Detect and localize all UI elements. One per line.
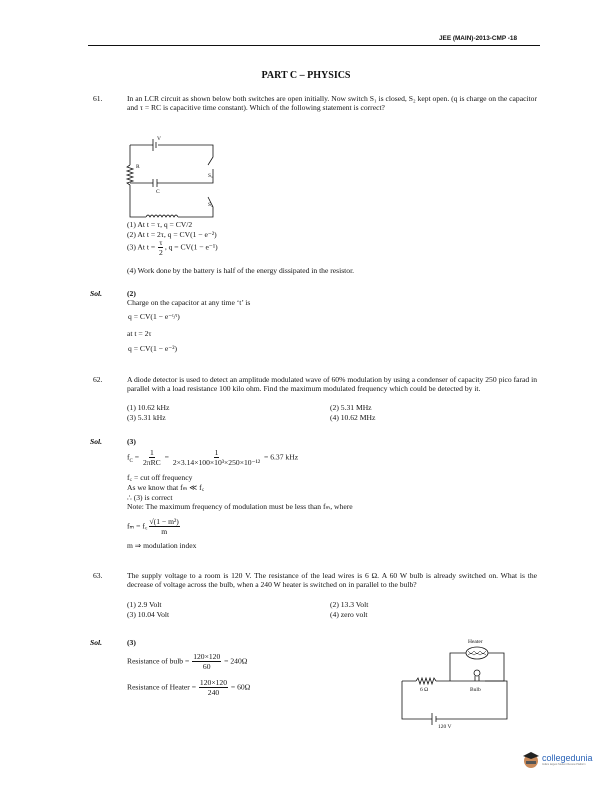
option-1: (1) 2.9 Volt [127, 600, 162, 609]
lhs: Resistance of Heater = [127, 682, 198, 692]
option-4: (4) Work done by the battery is half of the energy dissipated in the resistor. [127, 266, 355, 275]
label-r: R [136, 164, 140, 170]
solution-note: Note: The maximum frequency of modulation must be less than fₘ, where [127, 502, 353, 511]
numerator: 1 [149, 448, 154, 457]
question-number: 61. [93, 94, 103, 103]
fc-symbol: f [127, 452, 130, 462]
heater-resistance-equation [127, 678, 250, 697]
collegedunia-logo [522, 751, 593, 769]
fraction [172, 448, 261, 467]
solution-line: Charge on the capacitor at any time ‘t’ is [127, 298, 251, 307]
label-s1: S₁ [208, 173, 213, 179]
fraction [142, 448, 162, 467]
option-4: (4) 10.62 MHz [330, 413, 376, 422]
option-3: (3) 10.04 Volt [127, 610, 170, 619]
logo-tagline: India's largest Student Review Platform [542, 762, 586, 766]
option-2: (2) 13.3 Volt [330, 600, 369, 609]
option-1: (1) 10.62 kHz [127, 403, 170, 412]
denominator: 2×3.14×100×10³×250×10⁻¹² [172, 458, 261, 467]
numerator: 1 [214, 448, 219, 457]
option-3: (3) 5.31 kHz [127, 413, 166, 422]
solution-answer: (3) [127, 437, 136, 446]
option-2: (2) At t = 2τ, q = CV(1 − e⁻²) [127, 230, 217, 239]
question-number: 63. [93, 571, 103, 580]
fraction [192, 652, 221, 671]
heater-bulb-circuit-diagram [400, 635, 520, 730]
solution-line: As we know that fₘ ≪ f꜀ [127, 483, 205, 492]
numerator: √(1 − m²) [149, 517, 179, 526]
header-rule [88, 45, 540, 46]
solution-line: f꜀ = cut off frequency [127, 473, 193, 482]
lcr-circuit-diagram [118, 135, 228, 220]
option-3-suffix: , q = CV(1 − e⁻¹) [164, 242, 218, 252]
question-text: In an LCR circuit as shown below both switches are open initially. Now switch S₁ is closed, S₂ kept open. (q is charge on the capacitor and τ = RC is capacitive time constant). Which of the following statement is correct? [127, 94, 537, 113]
fm-lhs: fₘ = f꜀ [127, 521, 148, 531]
denominator: 2πRC [142, 458, 161, 467]
label-bulb: Bulb [470, 687, 481, 693]
denominator: 60 [202, 662, 211, 671]
denominator: m [161, 527, 168, 536]
question-text: The supply voltage to a room is 120 V. The resistance of the lead wires is 6 Ω. A 60 W bulb is already switched on. What is the decrease of voltage across the bulb, when a 240 W heater is switched on in parallel to the bulb? [127, 571, 537, 590]
cutoff-frequency-equation: $f_C$ = $\frac{1}{\text{2πRC}}$ = $\frac{1}{\text{2×3.14×100×10³×250×10⁻¹²}}$ = 6.37 kHz [127, 448, 299, 467]
label-v: V [157, 136, 161, 142]
lhs: Resistance of bulb = [127, 656, 192, 666]
label-c: C [156, 189, 160, 195]
label-voltage: 120 V [438, 724, 452, 730]
page-header-code: JEE (MAIN)-2013-CMP -18 [439, 35, 518, 42]
logo-name: collegedunia [542, 752, 593, 763]
option-3 [127, 238, 218, 257]
numerator: τ [159, 238, 163, 247]
solution-line: ∴ (3) is correct [127, 493, 173, 502]
numerator: 120×120 [199, 678, 227, 687]
solution-answer: (2) [127, 289, 136, 298]
graduate-mascot-icon [522, 751, 540, 769]
solution-equation: q = CV(1 − e⁻ᵗ/ᵗ) [128, 312, 180, 321]
solution-line: at t = 2τ [127, 329, 152, 338]
denominator: 2 [159, 248, 163, 257]
numerator: 120×120 [193, 652, 221, 661]
result: = 240Ω [222, 656, 248, 666]
solution-label: Sol. [90, 638, 103, 647]
label-resistor: 6 Ω [420, 687, 429, 693]
label-heater: Heater [468, 639, 483, 645]
solution-line: m ⇒ modulation index [127, 541, 197, 550]
bulb-resistance-equation [127, 652, 247, 671]
result: = 6.37 kHz [262, 452, 299, 462]
option-2: (2) 5.31 MHz [330, 403, 372, 412]
result: = 60Ω [229, 682, 251, 692]
solution-equation: q = CV(1 − e⁻²) [128, 344, 178, 353]
question-text: A diode detector is used to detect an amplitude modulated wave of 60% modulation by using a condenser of capacity 250 pico farad in parallel with a load resistance 100 kilo ohm. Find the maximum modulated frequency which could be detected by it. [127, 375, 537, 394]
fraction [149, 517, 180, 536]
option-4: (4) zero volt [330, 610, 368, 619]
equals: = [132, 452, 141, 462]
section-title: PART C – PHYSICS [261, 70, 351, 81]
denominator: 240 [207, 688, 220, 697]
fraction [158, 238, 164, 257]
question-number: 62. [93, 375, 103, 384]
modulation-frequency-equation [127, 517, 181, 536]
option-1: (1) At t = τ, q = CV/2 [127, 220, 193, 229]
solution-label: Sol. [90, 289, 103, 298]
solution-answer: (3) [127, 638, 136, 647]
solution-label: Sol. [90, 437, 103, 446]
label-s2: S₂ [208, 202, 213, 208]
fraction [199, 678, 228, 697]
option-3-prefix: (3) At t = [127, 242, 158, 252]
fc-subscript: C [129, 458, 133, 464]
